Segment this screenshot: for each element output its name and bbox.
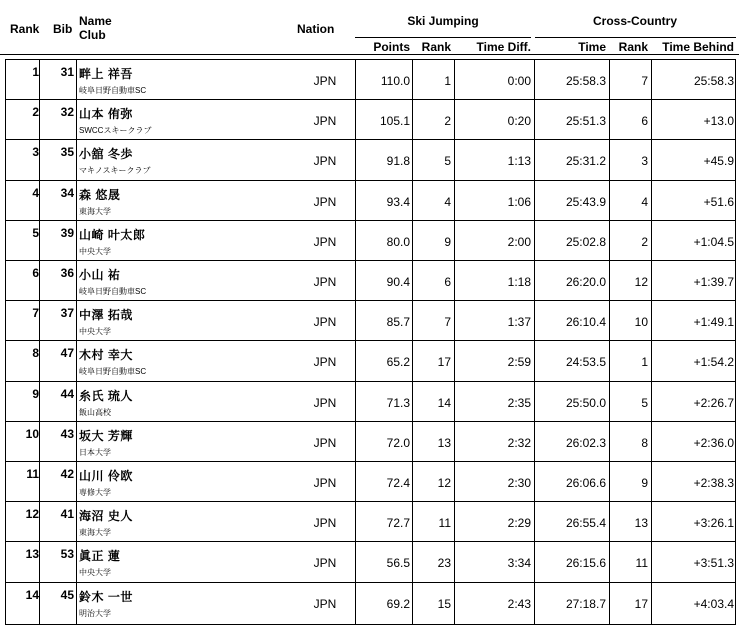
nation-cell: JPN xyxy=(313,556,337,571)
jump-points-cell: 90.4 xyxy=(386,275,410,289)
cc-time-cell: 26:02.3 xyxy=(565,435,606,450)
time-behind-cell: +1:49.1 xyxy=(693,315,734,330)
rank-cell: 2 xyxy=(32,105,39,120)
time-behind-cell: +2:36.0 xyxy=(693,435,734,450)
header-club: Club xyxy=(79,28,106,42)
bib-cell: 42 xyxy=(60,467,74,481)
club-name: 飯山高校 xyxy=(79,407,111,417)
athlete-name: 小山 祐 xyxy=(79,268,121,282)
cc-rank-cell: 17 xyxy=(634,596,648,611)
jump-time-diff-cell: 3:34 xyxy=(507,556,531,571)
header-nation: Nation xyxy=(297,22,335,36)
cc-rank-cell: 4 xyxy=(641,194,648,209)
row-divider xyxy=(5,340,736,341)
jump-time-diff-cell: 2:35 xyxy=(507,395,531,410)
jump-rank-cell: 15 xyxy=(437,596,451,611)
rank-cell: 13 xyxy=(25,547,39,562)
club-name: 東海大学 xyxy=(79,528,111,538)
row-divider xyxy=(5,220,736,221)
bib-cell: 31 xyxy=(60,65,74,79)
rank-cell: 1 xyxy=(32,65,39,79)
rank-cell: 9 xyxy=(32,386,39,401)
nation-cell: JPN xyxy=(313,315,337,330)
jump-rank-cell: 6 xyxy=(444,275,451,289)
time-behind-cell: +2:26.7 xyxy=(693,395,734,410)
jump-rank-cell: 5 xyxy=(444,154,451,169)
cc-time-cell: 25:51.3 xyxy=(565,114,606,129)
header-points: Points xyxy=(373,40,410,54)
jump-points-cell: 110.0 xyxy=(380,74,410,88)
header-cross-country: Cross-Country xyxy=(592,14,677,28)
rank-cell: 3 xyxy=(32,145,39,160)
table-row xyxy=(0,61,739,101)
athlete-name: 糸氏 琉人 xyxy=(79,388,133,403)
athlete-name: 眞正 蓮 xyxy=(79,549,121,564)
cc-time-cell: 26:20.0 xyxy=(565,275,606,289)
club-name: 岐阜日野自動車SC xyxy=(79,367,147,377)
nation-cell: JPN xyxy=(313,275,337,289)
nation-cell: JPN xyxy=(313,355,337,370)
jump-rank-cell: 13 xyxy=(437,435,451,450)
table-row xyxy=(0,302,739,342)
cc-time-cell: 26:06.6 xyxy=(565,476,606,490)
rank-cell: 4 xyxy=(32,185,39,200)
jump-time-diff-cell: 1:06 xyxy=(507,194,531,209)
jump-points-cell: 105.1 xyxy=(379,114,410,129)
athlete-name: 山川 伶欧 xyxy=(79,469,133,483)
bib-cell: 47 xyxy=(60,346,74,361)
jump-points-cell: 85.7 xyxy=(386,315,410,330)
bib-cell: 37 xyxy=(60,306,74,321)
row-divider xyxy=(5,381,736,382)
bib-cell: 32 xyxy=(60,105,74,120)
jump-points-cell: 65.2 xyxy=(386,355,410,370)
nation-cell: JPN xyxy=(313,74,337,88)
header-name: Name xyxy=(79,14,112,28)
cc-time-cell: 26:10.4 xyxy=(565,315,606,330)
club-name: マキノスキークラブ xyxy=(79,166,151,176)
rank-cell: 5 xyxy=(32,225,39,240)
table-row xyxy=(0,342,739,382)
cc-time-cell: 27:18.7 xyxy=(565,596,606,611)
club-name: 日本大学 xyxy=(79,447,111,457)
row-divider xyxy=(5,461,736,462)
nation-cell: JPN xyxy=(313,435,337,450)
cc-time-cell: 26:15.6 xyxy=(565,556,606,571)
jump-points-cell: 56.5 xyxy=(386,556,410,571)
rank-cell: 14 xyxy=(25,587,39,602)
rank-cell: 7 xyxy=(32,306,39,321)
header-cc-rank: Rank xyxy=(618,40,648,54)
cc-time-cell: 25:50.0 xyxy=(565,395,606,410)
bib-cell: 53 xyxy=(60,547,74,562)
cross-country-underline xyxy=(535,37,736,38)
jump-rank-cell: 4 xyxy=(444,194,451,209)
athlete-name: 小舘 冬歩 xyxy=(79,147,133,162)
table-row xyxy=(0,543,739,583)
jump-time-diff-cell: 2:00 xyxy=(507,234,531,249)
table-row xyxy=(0,423,739,463)
row-divider xyxy=(5,180,736,181)
rank-cell: 12 xyxy=(25,507,39,522)
jump-points-cell: 80.0 xyxy=(386,234,410,249)
jump-rank-cell: 23 xyxy=(437,556,451,571)
jump-time-diff-cell: 1:37 xyxy=(507,315,531,330)
cc-rank-cell: 6 xyxy=(641,114,648,129)
jump-time-diff-cell: 1:18 xyxy=(507,275,531,289)
header-bib: Bib xyxy=(53,22,73,36)
cc-time-cell: 25:43.9 xyxy=(565,194,606,209)
athlete-name: 海沼 史人 xyxy=(79,509,133,524)
club-name: 中央大学 xyxy=(79,246,111,256)
jump-points-cell: 93.4 xyxy=(386,194,410,209)
jump-time-diff-cell: 2:59 xyxy=(507,355,531,370)
row-divider xyxy=(5,99,736,100)
nation-cell: JPN xyxy=(313,516,337,531)
rank-cell: 10 xyxy=(25,426,39,441)
row-divider xyxy=(5,582,736,583)
time-behind-cell: +45.9 xyxy=(703,154,734,169)
cc-rank-cell: 3 xyxy=(641,154,648,169)
table-row xyxy=(0,383,739,423)
bib-cell: 39 xyxy=(60,225,74,240)
cc-rank-cell: 7 xyxy=(641,74,648,88)
table-row xyxy=(0,141,739,181)
cc-time-cell: 24:53.5 xyxy=(565,355,606,370)
bib-cell: 44 xyxy=(60,386,74,401)
rank-cell: 6 xyxy=(32,266,39,280)
jump-rank-cell: 9 xyxy=(444,234,451,249)
header-ski-jumping: Ski Jumping xyxy=(407,14,479,28)
club-name: 専修大学 xyxy=(79,488,111,497)
club-name: 岐阜日野自動車SC xyxy=(79,86,147,95)
athlete-name: 坂大 芳輝 xyxy=(79,428,133,443)
athlete-name: 畔上 祥吾 xyxy=(79,67,133,81)
club-name: 東海大学 xyxy=(79,206,111,216)
row-divider xyxy=(5,139,736,140)
row-divider xyxy=(5,501,736,502)
jump-rank-cell: 12 xyxy=(437,476,451,490)
header-rank: Rank xyxy=(10,22,40,36)
rank-cell: 8 xyxy=(32,346,39,361)
nation-cell: JPN xyxy=(313,194,337,209)
nation-cell: JPN xyxy=(313,234,337,249)
jump-rank-cell: 7 xyxy=(444,315,451,330)
cc-rank-cell: 13 xyxy=(634,516,648,531)
row-divider xyxy=(5,421,736,422)
ski-jumping-underline xyxy=(355,37,531,38)
bib-cell: 34 xyxy=(60,185,74,200)
athlete-name: 木村 幸大 xyxy=(79,348,133,363)
table-row xyxy=(0,262,739,302)
cc-rank-cell: 5 xyxy=(641,395,648,410)
club-name: 明治大学 xyxy=(79,608,111,618)
rank-cell: 11 xyxy=(26,467,39,481)
jump-time-diff-cell: 2:30 xyxy=(507,476,531,490)
header-time-behind: Time Behind xyxy=(662,40,734,54)
jump-rank-cell: 2 xyxy=(444,114,451,129)
table-row xyxy=(0,222,739,262)
cc-rank-cell: 10 xyxy=(634,315,648,330)
bib-cell: 35 xyxy=(60,145,74,160)
time-behind-cell: +3:26.1 xyxy=(693,516,734,531)
row-divider xyxy=(5,541,736,542)
time-behind-cell: +1:54.2 xyxy=(693,355,734,370)
table-row xyxy=(0,584,739,624)
table-row xyxy=(0,463,739,503)
table-row xyxy=(0,182,739,222)
cc-time-cell: 25:02.8 xyxy=(565,234,606,249)
athlete-name: 鈴木 一世 xyxy=(79,589,133,604)
nation-cell: JPN xyxy=(313,596,337,611)
club-name: SWCCスキークラブ xyxy=(79,126,152,136)
jump-rank-cell: 17 xyxy=(437,355,451,370)
jump-time-diff-cell: 0:20 xyxy=(507,114,531,129)
jump-time-diff-cell: 2:32 xyxy=(507,435,531,450)
jump-time-diff-cell: 2:29 xyxy=(507,516,531,531)
athlete-name: 山本 侑弥 xyxy=(79,107,133,122)
time-behind-cell: 25:58.3 xyxy=(693,74,734,88)
club-name: 岐阜日野自動車SC xyxy=(79,287,147,296)
jump-points-cell: 72.0 xyxy=(386,435,410,450)
table-row xyxy=(0,101,739,141)
header-time-diff: Time Diff. xyxy=(476,40,531,54)
athlete-name: 森 悠晟 xyxy=(79,187,121,202)
jump-points-cell: 72.4 xyxy=(386,476,410,490)
bib-cell: 41 xyxy=(60,507,74,522)
header-time: Time xyxy=(578,40,606,54)
time-behind-cell: +51.6 xyxy=(703,194,734,209)
bib-cell: 36 xyxy=(60,266,74,280)
jump-time-diff-cell: 2:43 xyxy=(507,596,531,611)
cc-rank-cell: 9 xyxy=(641,476,648,490)
jump-time-diff-cell: 1:13 xyxy=(507,154,531,169)
nation-cell: JPN xyxy=(313,395,337,410)
cc-time-cell: 25:31.2 xyxy=(565,154,606,169)
cc-rank-cell: 2 xyxy=(641,234,648,249)
jump-points-cell: 69.2 xyxy=(386,596,410,611)
time-behind-cell: +3:51.3 xyxy=(693,556,734,571)
cc-time-cell: 26:55.4 xyxy=(565,516,606,531)
nation-cell: JPN xyxy=(313,114,337,129)
cc-time-cell: 25:58.3 xyxy=(565,74,606,88)
header-jump-rank: Rank xyxy=(421,40,451,54)
jump-rank-cell: 14 xyxy=(437,395,451,410)
bib-cell: 45 xyxy=(60,587,74,602)
club-name: 中央大学 xyxy=(79,327,111,337)
athlete-name: 中澤 拓哉 xyxy=(79,308,133,323)
time-behind-cell: +13.0 xyxy=(703,114,734,129)
row-divider xyxy=(5,300,736,301)
athlete-name: 山崎 叶太郎 xyxy=(79,227,146,242)
jump-points-cell: 71.3 xyxy=(386,395,410,410)
jump-rank-cell: 1 xyxy=(444,74,451,88)
nation-cell: JPN xyxy=(313,154,337,169)
jump-time-diff-cell: 0:00 xyxy=(507,74,531,88)
nation-cell: JPN xyxy=(313,476,337,490)
bib-cell: 43 xyxy=(60,426,74,441)
time-behind-cell: +2:38.3 xyxy=(693,476,734,490)
cc-rank-cell: 12 xyxy=(634,275,648,289)
table-row xyxy=(0,503,739,543)
time-behind-cell: +1:04.5 xyxy=(693,234,734,249)
time-behind-cell: +4:03.4 xyxy=(693,596,734,611)
jump-rank-cell: 11 xyxy=(438,516,451,531)
time-behind-cell: +1:39.7 xyxy=(693,275,734,289)
cc-rank-cell: 1 xyxy=(641,355,648,370)
row-divider xyxy=(5,260,736,261)
header-bottom-rule xyxy=(0,54,739,55)
club-name: 中央大学 xyxy=(79,568,111,578)
jump-points-cell: 91.8 xyxy=(386,154,410,169)
cc-rank-cell: 11 xyxy=(635,556,648,571)
cc-rank-cell: 8 xyxy=(641,435,648,450)
jump-points-cell: 72.7 xyxy=(386,516,410,531)
